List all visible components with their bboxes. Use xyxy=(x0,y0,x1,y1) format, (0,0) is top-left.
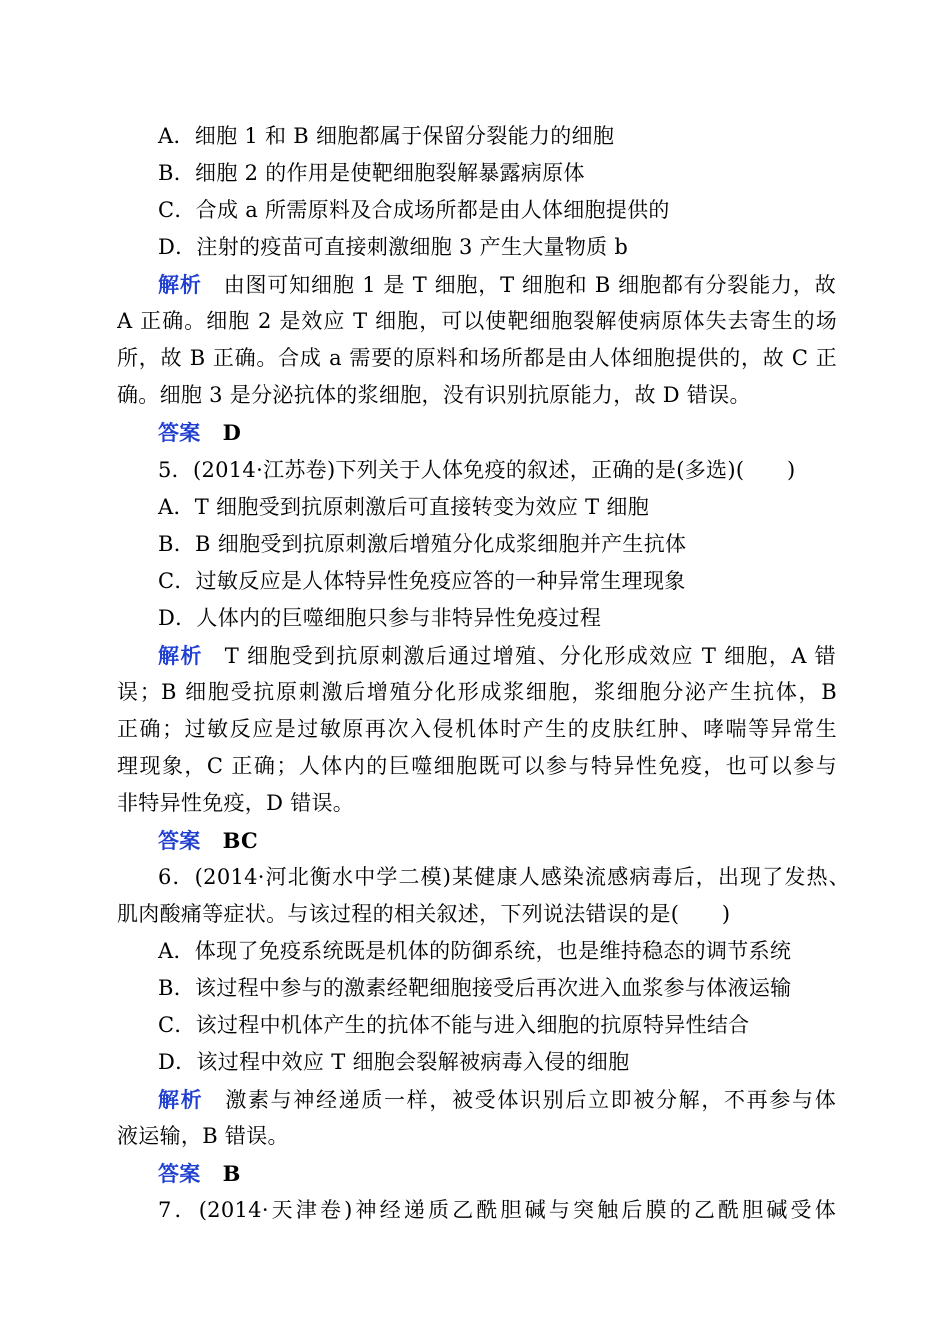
q4-analysis-line: A 正确。细胞 2 是效应 T 细胞，可以使靶细胞裂解使病原体失去寄生的场 xyxy=(117,309,837,333)
answer-value: BC xyxy=(222,828,259,853)
q5-analysis-line: 理现象，C 正确；人体内的巨噬细胞既可以参与特异性免疫，也可以参与 xyxy=(117,754,837,778)
answer-value: B xyxy=(222,1161,241,1186)
q7-stem-line: 7．(2014·天津卷)神经递质乙酰胆碱与突触后膜的乙酰胆碱受体 xyxy=(158,1198,836,1222)
q6-option-b: B．该过程中参与的激素经靶细胞接受后再次进入血浆参与体液运输 xyxy=(158,976,792,1000)
q5-answer xyxy=(158,822,848,859)
q5-option-c: C．过敏反应是人体特异性免疫应答的一种异常生理现象 xyxy=(158,569,686,593)
q6-stem-line: 肌肉酸痛等症状。与该过程的相关叙述，下列说法错误的是( ) xyxy=(117,902,731,926)
q6-option-d: D．该过程中效应 T 细胞会裂解被病毒入侵的细胞 xyxy=(158,1050,630,1074)
q4-option-b: B．细胞 2 的作用是使靶细胞裂解暴露病原体 xyxy=(158,161,585,185)
analysis-label: 解析 xyxy=(158,643,203,668)
q6-option-c: C．该过程中机体产生的抗体不能与进入细胞的抗原特异性结合 xyxy=(158,1013,750,1037)
q4-analysis-line: 所，故 B 正确。合成 a 需要的原料和场所都是由人体细胞提供的，故 C 正 xyxy=(117,346,837,370)
q4-analysis-line: 解析 由图可知细胞 1 是 T 细胞，T 细胞和 B 细胞都有分裂能力，故 xyxy=(158,272,836,297)
q5-analysis-line: 解析 T 细胞受到抗原刺激后通过增殖、分化形成效应 T 细胞，A 错 xyxy=(158,643,836,668)
q5-option-a: A．T 细胞受到抗原刺激后可直接转变为效应 T 细胞 xyxy=(158,495,650,519)
analysis-label: 解析 xyxy=(158,1087,204,1112)
q6-analysis-line: 解析 激素与神经递质一样，被受体识别后立即被分解，不再参与体 xyxy=(158,1087,836,1112)
analysis-label: 解析 xyxy=(158,272,202,297)
q4-answer xyxy=(158,414,848,451)
q5-option-d: D．人体内的巨噬细胞只参与非特异性免疫过程 xyxy=(158,606,602,630)
q4-analysis-line: 确。细胞 3 是分泌抗体的浆细胞，没有识别抗原能力，故 D 错误。 xyxy=(117,383,751,407)
q6-stem-line: 6．(2014·河北衡水中学二模)某健康人感染流感病毒后，出现了发热、 xyxy=(158,865,850,889)
q6-answer xyxy=(158,1155,848,1192)
q5-analysis-line: 正确；过敏反应是过敏原再次入侵机体时产生的皮肤红肿、哮喘等异常生 xyxy=(117,717,837,741)
answer-label: 答案 xyxy=(158,1161,201,1186)
answer-label: 答案 xyxy=(158,420,201,445)
q5-stem: 5．(2014·江苏卷)下列关于人体免疫的叙述，正确的是(多选)( ) xyxy=(158,458,796,482)
q4-option-a: A．细胞 1 和 B 细胞都属于保留分裂能力的细胞 xyxy=(158,124,615,148)
q4-option-c: C．合成 a 所需原料及合成场所都是由人体细胞提供的 xyxy=(158,198,670,222)
q5-analysis-line: 误；B 细胞受抗原刺激后增殖分化形成浆细胞，浆细胞分泌产生抗体，B xyxy=(117,680,837,704)
q5-option-b: B．B 细胞受到抗原刺激后增殖分化成浆细胞并产生抗体 xyxy=(158,532,687,556)
q6-option-a: A．体现了免疫系统既是机体的防御系统，也是维持稳态的调节系统 xyxy=(158,939,792,963)
q6-analysis-line: 液运输，B 错误。 xyxy=(117,1124,289,1148)
q4-option-d: D．注射的疫苗可直接刺激细胞 3 产生大量物质 b xyxy=(158,235,629,259)
answer-value: D xyxy=(222,420,242,445)
answer-label: 答案 xyxy=(158,828,201,853)
q5-analysis-line: 非特异性免疫，D 错误。 xyxy=(117,791,355,815)
